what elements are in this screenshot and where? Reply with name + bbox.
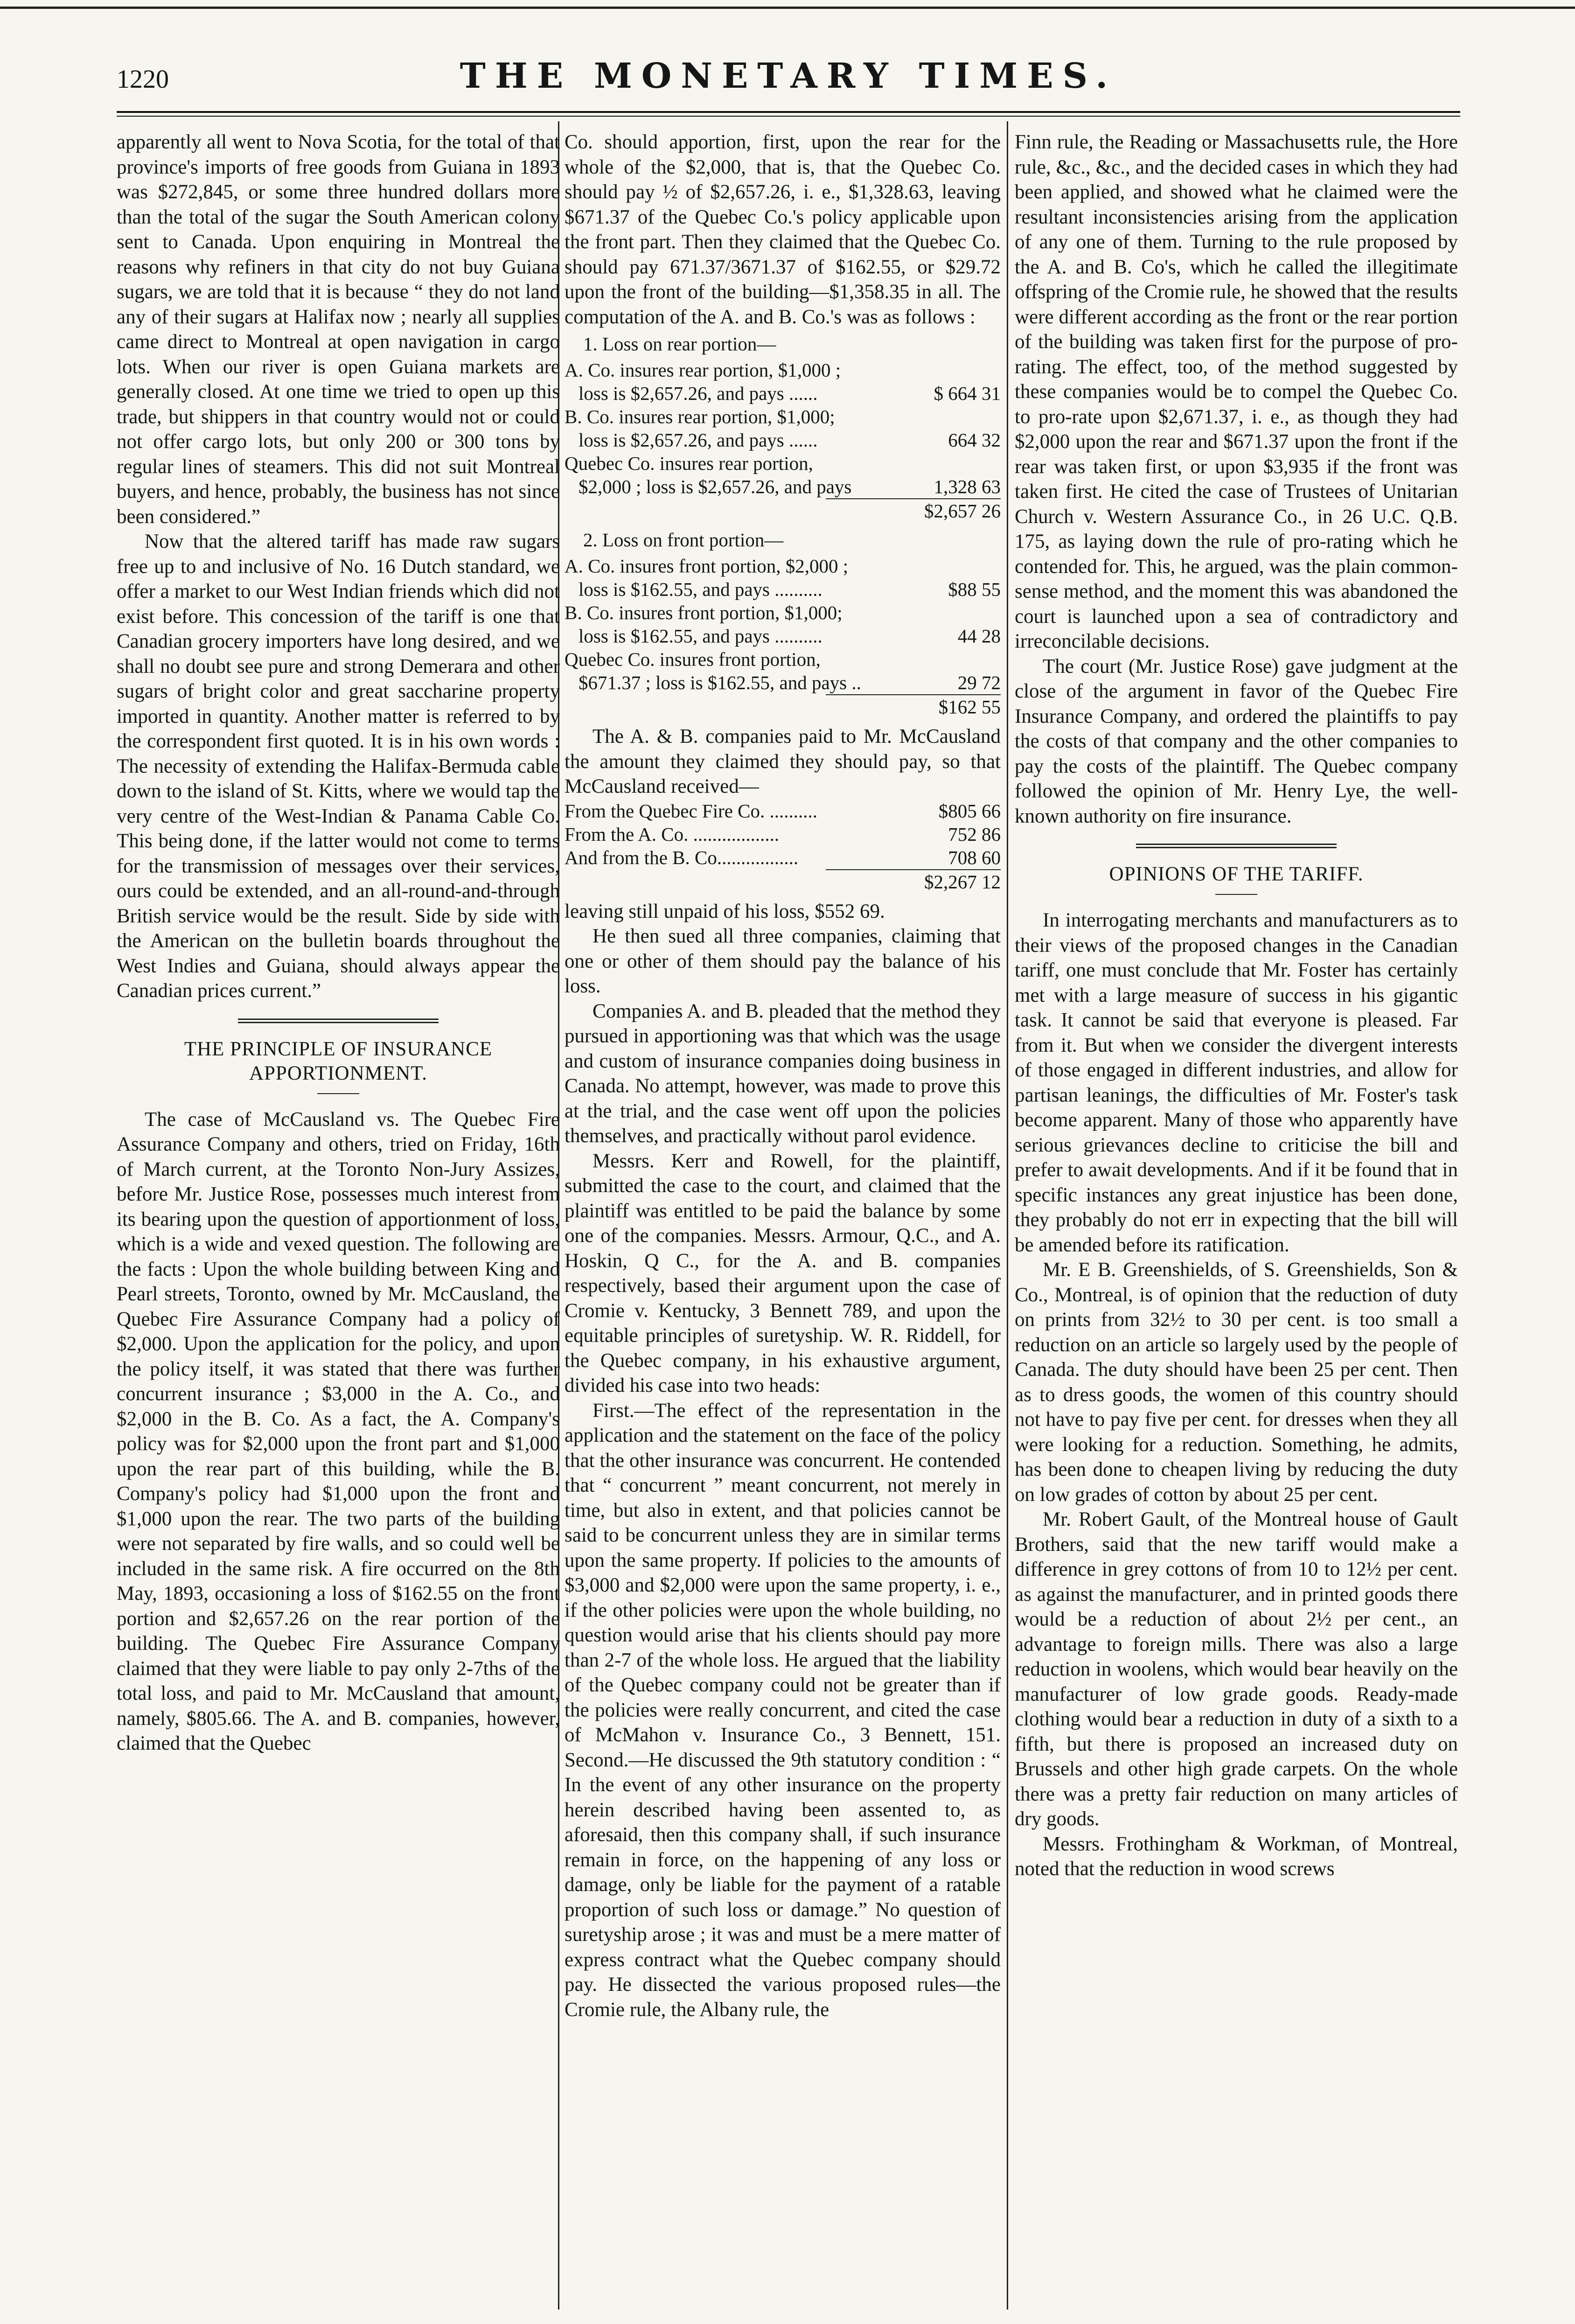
received-row-amount: 708 60 (948, 846, 1001, 868)
insurance-article-paragraph-4: leaving still unpaid of his loss, $552 69. (564, 900, 885, 922)
tariff-article-paragraph-1: In interrogating merchants and manufacturers as to their views of the proposed changes in the Canadian tariff, one must conclude that Mr. Foster has certainly met with a large measure of success in his gigantic task. It cannot be said that everyone is pleased. Far from it. But when we consider the divergent interests of those engaged in different industries, and allow for partisan leanings, the difficulties of Mr. Foster's task become apparent. Many of those who apparently have serious grievances decline to criticise the bill and prefer to await developments. And if it be found that in specific instances any great injustice has been done, they probably do not err in expecting that the bill will be amended before its ratification. (1015, 909, 1458, 1256)
front-portion-computation (564, 528, 1001, 719)
received-row-text: From the A. Co. .................. (564, 823, 780, 845)
rear-total: $2,657 26 (826, 498, 1001, 523)
sugar-article-paragraph-2: Now that the altered tariff has made raw sugars free up to and inclusive of No. 16 Dutch standard, we offer a market to our West Indian friends which did not exist before. This concession of the tariff is one that Canadian grocery importers have long desired, and we shall no doubt see pure and strong Demerara and other sugars of bright color and great saccharine property imported in quantity. Another matter is referred to by the correspondent first quoted. It is in his own words : The necessity of extending the Halifax-Bermuda cable down to the island of St. Kitts, where we would tap the very centre of the West-Indian & Panama Cable Co. This being done, if the latter would not come to terms for the transmission of messages over their services, ours could be extended, and an all-round-and-through British service would be the result. Side by side with the American on the bulletin boards throughout the West Indies and Guiana, should always appear the Canadian prices current.” (117, 530, 560, 1002)
insurance-article-paragraph-5: He then sued all three companies, claiming that one or other of them should pay the balance of his loss. (564, 925, 1001, 997)
rear-row-text: B. Co. insures rear portion, $1,000; (564, 406, 835, 427)
received-row-text: And from the B. Co................. (564, 846, 799, 868)
rear-row (564, 358, 1001, 405)
front-portion-label: 2. Loss on front portion— (583, 529, 784, 551)
heading-underline (1215, 894, 1257, 895)
front-row-amount: 29 72 (957, 672, 1001, 693)
section-separator (238, 1019, 439, 1023)
rear-row-cont: $2,000 ; loss is $2,657.26, and pays (578, 476, 852, 497)
insurance-article-paragraph-3: The A. & B. companies paid to Mr. McCausland the amount they claimed they should pay, so that McCausland received— (564, 726, 1001, 797)
section-separator (1136, 844, 1337, 848)
front-row (564, 554, 1001, 601)
insurance-article-paragraph-10: The court (Mr. Justice Rose) gave judgment at the close of the argument in favor of the Quebec Fire Insurance Company, and ordered the plaintiffs to pay the costs of that company and the other companies to pay the costs of the plaintiff. The Quebec company followed the opinion of Mr. Henry Lye, the well-known authority on fire insurance. (1015, 655, 1458, 827)
received-row-amount: $805 66 (938, 800, 1001, 822)
insurance-article-paragraph-8: First.—The effect of the representation in the application and the statement on the face of the policy that the other insurance was concurrent. He contended that “ concurrent ” meant concurrent, not merely in time, but also in extent, and that policies cannot be said to be concurrent unless they are in similar terms upon the same property. If policies to the amounts of $3,000 and $2,000 were upon the same property, i. e., if the other policies were upon the whole building, no question would arise that his clients should pay more than 2-7 of the whole loss. He argued that the liability of the Quebec company could not be greater than if the policies were really concurrent, and cited the case of McMahon v. Insurance Co., 3 Bennett, 151. Second.—He discussed the 9th statutory condition : “ In the event of any other insurance on the property herein described having been assented to, as aforesaid, then this company shall, if such insurance remain in force, on the happening of any loss or damage, only be liable for the payment of a ratable proportion of such loss or damage.” No question of suretyship arose ; it was and must be a mere matter of express contract what the Quebec company should pay. He dissected the various proposed rules—the Cromie rule, the Albany rule, the (564, 1399, 1001, 2021)
rear-row (564, 405, 1001, 452)
top-border-rule (0, 7, 1575, 9)
tariff-article-paragraph-4: Messrs. Frothingham & Workman, of Montreal, noted that the reduction in wood screws (1015, 1833, 1458, 1880)
insurance-article-paragraph-1: The case of McCausland vs. The Quebec Fire Assurance Company and others, tried on Friday, 16th of March current, at the Toronto Non-Jury Assizes, before Mr. Justice Rose, possesses much interest from its bearing upon the question of apportionment of loss, which is a wide and vexed question. The following are the facts : Upon the whole building between King and Pearl streets, Toronto, owned by Mr. McCausland, the Quebec Fire Assurance Company had a policy of $2,000. Upon the application for the policy, and upon the policy itself, it was stated that there was further concurrent insurance ; $3,000 in the A. Co., and $2,000 in the B. Co. As a fact, the A. Company's policy was for $2,000 upon the front part and $1,000 upon the rear part of this building, while the B. Company's policy had $1,000 upon the front and $1,000 upon the rear. The two parts of the building were not separated by fire walls, and so could well be included in the same risk. A fire occurred on the 8th May, 1893, occasioning a loss of $162.55 on the front portion and $2,657.26 on the rear portion of the building. The Quebec Fire Assurance Company claimed that they were liable to pay only 2-7ths of the total loss, and paid to Mr. McCausland that amount, namely, $805.66. The A. and B. companies, however, claimed that the Quebec (117, 1108, 560, 1754)
front-row-amount: 44 28 (957, 625, 1001, 647)
rear-portion-computation (564, 332, 1001, 523)
rear-row-text: A. Co. insures rear portion, $1,000 ; (564, 359, 841, 381)
header-rule-secondary (117, 116, 1460, 117)
front-row-text: A. Co. insures front portion, $2,000 ; (564, 555, 849, 577)
front-row (564, 648, 1001, 694)
front-row-text: B. Co. insures front portion, $1,000; (564, 602, 843, 623)
rear-row-cont: loss is $2,657.26, and pays ...... (578, 429, 818, 451)
sugar-article-paragraph-1: apparently all went to Nova Scotia, for the total of that province's imports of free goods from Guiana in 1893 was $272,845, or some three hundred dollars more than the total of the sugar the South American colony sent to Canada. Upon enquiring in Montreal the reasons why refiners in that city do not buy Guiana sugars, we are told that it is because “ they do not land any of their sugars at Halifax now ; nearly all supplies came direct to Montreal at open navigation in cargo lots. When our river is open Guiana markets are generally closed. At one time we tried to open up this trade, but shippers in that country would not or could not offer cargo lots, but only 200 or 300 tons by regular lines of steamers. This did not suit Montreal buyers, and hence, probably, the business has not since been considered.” (117, 131, 560, 528)
insurance-article-paragraph-9: Finn rule, the Reading or Massachusetts rule, the Hore rule, &c., &c., and the decided cases in which they had been applied, and showed what he claimed were the resultant inconsistencies arising from the application of any one of them. Turning to the rule proposed by the A. and B. Co's, which he called the illegitimate offspring of the Cromie rule, he showed that the results were different according as the front or the rear portion of the building was taken first for the purpose of pro-rating. The effect, too, of the method suggested by these companies would be to compel the Quebec Co. to pro-rate upon $2,671.37, i. e., as though they had $2,000 upon the rear and $671.37 upon the front if the rear was taken first, or upon $3,935 if the front was taken first. He cited the case of Trustees of Unitarian Church v. Western Assurance Co., in 26 U.C. Q.B. 175, as laying down the rule of pro-rating which he contended for. This, he argued, was the plain common-sense method, and the moment this was abandoned the court is launched upon a sea of contradictory and irreconcilable decisions. (1015, 131, 1458, 652)
front-row (564, 601, 1001, 648)
front-row-amount: $88 55 (948, 579, 1001, 600)
heading-underline (317, 1093, 359, 1094)
front-row-cont: loss is $162.55, and pays .......... (578, 579, 822, 600)
rear-row-amount: 664 32 (948, 429, 1001, 451)
received-computation (564, 799, 1001, 893)
column-divider-2 (1007, 121, 1008, 2310)
rear-row (564, 452, 1001, 498)
tariff-article-heading: OPINIONS OF THE TARIFF. (1109, 863, 1364, 885)
column-2 (564, 130, 1001, 2299)
header-rule (117, 111, 1460, 113)
insurance-article-heading: THE PRINCIPLE OF INSURANCE APPORTIONMENT. (184, 1038, 493, 1084)
received-row-text: From the Quebec Fire Co. .......... (564, 800, 818, 822)
insurance-article-paragraph-7: Messrs. Kerr and Rowell, for the plaintiff, submitted the case to the court, and claimed that the plaintiff was entitled to be paid the balance by some one of the companies. Messrs. Armour, Q.C., and A. Hoskin, Q C., for the A. and B. companies respectively, based their argument upon the case of Cromie v. Kentucky, 3 Bennett 789, and upon the equitable principles of suretyship. W. R. Riddell, for the Quebec company, in his exhaustive argument, divided his case into two heads: (564, 1150, 1001, 1396)
column-1 (117, 130, 560, 2299)
rear-row-text: Quebec Co. insures rear portion, (564, 453, 813, 474)
front-total: $162 55 (826, 694, 1001, 719)
page-header (117, 56, 1460, 107)
rear-portion-label: 1. Loss on rear portion— (583, 333, 776, 355)
received-total: $2,267 12 (826, 869, 1001, 893)
front-row-cont: loss is $162.55, and pays .......... (578, 625, 822, 647)
front-row-text: Quebec Co. insures front portion, (564, 649, 821, 670)
masthead-title: THE MONETARY TIMES. (460, 56, 1117, 96)
tariff-article-paragraph-2: Mr. E B. Greenshields, of S. Greenshields, Son & Co., Montreal, is of opinion that the reduction of duty on prints from 32½ to 30 per cent. is too small a reduction on an article so largely used by the people of Canada. The duty should have been 25 per cent. Then as to dress goods, the women of this country should not have to pay five per cent. for dresses when they all were looking for a reduction. Something, he admits, has been done to cheapen living by reducing the duty on low grades of cotton by about 25 per cent. (1015, 1259, 1458, 1506)
column-3 (1015, 130, 1458, 2299)
rear-row-amount: 1,328 63 (934, 476, 1001, 497)
front-row-cont: $671.37 ; loss is $162.55, and pays .. (578, 672, 861, 693)
received-row-amount: 752 86 (948, 823, 1001, 845)
rear-row-amount: $ 664 31 (934, 383, 1001, 404)
tariff-article-paragraph-3: Mr. Robert Gault, of the Montreal house of Gault Brothers, said that the new tariff would make a difference in grey cottons of from 10 to 12½ per cent. as against the manufacturer, and in printed goods there would be a reduction of about 2½ per cent., an advantage to foreign mills. There was also a large reduction in woolens, which would bear heavily on the manufacturer of low grade goods. Ready-made clothing would bear a reduction in duty of a sixth to a fifth, but there is proposed an increased duty on Brussels and other high grade carpets. On the whole there was a pretty fair reduction on many articles of dry goods. (1015, 1508, 1458, 1830)
insurance-article-paragraph-2: Co. should apportion, first, upon the rear for the whole of the $2,000, that is, that the Quebec Co. should pay ½ of $2,657.26, i. e., $1,328.63, leaving $671.37 of the Quebec Co.'s policy applicable upon the front part. Then they claimed that the Quebec Co. should pay 671.37/3671.37 of $162.55, or $29.72 upon the front of the building—$1,358.35 in all. The computation of the A. and B. Co.'s was as follows : (564, 131, 1001, 328)
rear-row-cont: loss is $2,657.26, and pays ...... (578, 383, 818, 404)
page-number: 1220 (117, 65, 169, 94)
insurance-article-paragraph-6: Companies A. and B. pleaded that the method they pursued in apportioning was that which was the usage and custom of insurance companies doing business in Canada. No attempt, however, was made to prove this at the trial, and the case went off upon the policies themselves, and practically without parol evidence. (564, 1000, 1001, 1147)
